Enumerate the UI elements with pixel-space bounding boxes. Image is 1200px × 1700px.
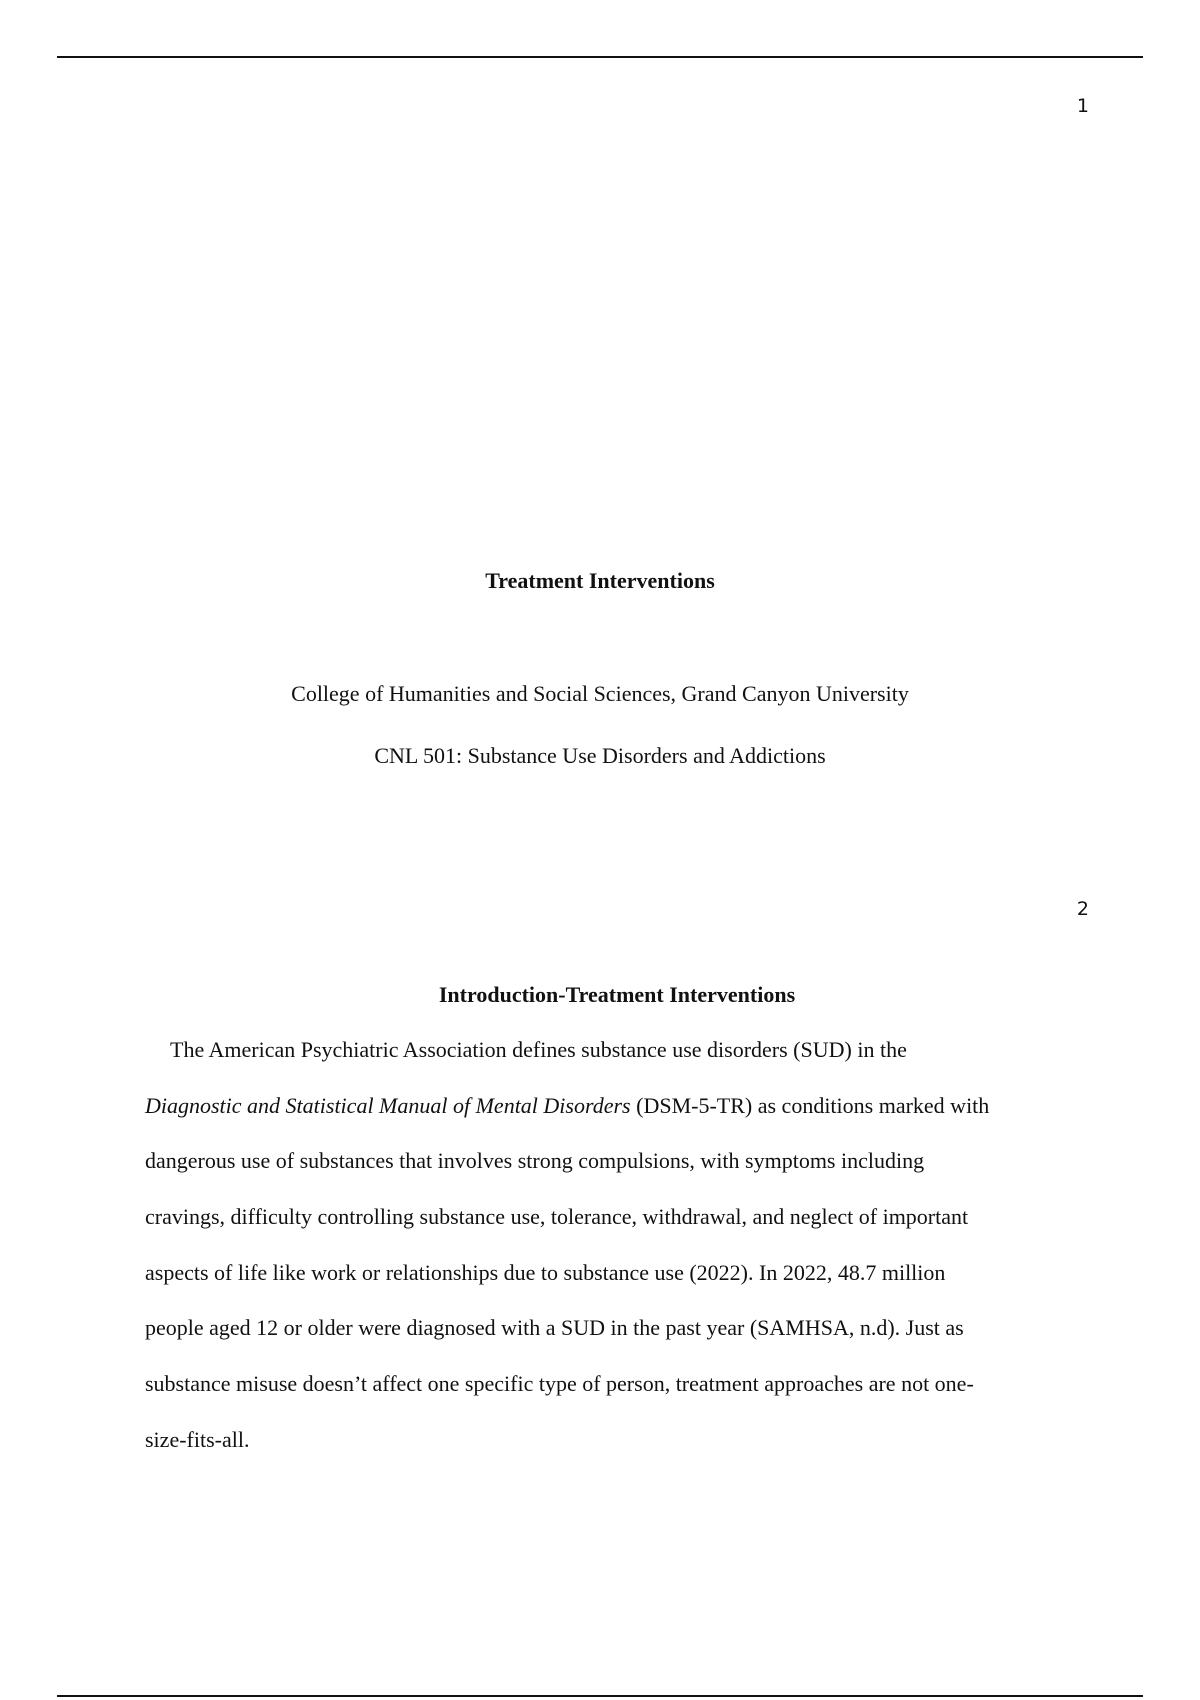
paper-title: Treatment Interventions xyxy=(485,568,715,593)
paragraph-line-3: dangerous use of substances that involves strong compulsions, with symptoms including xyxy=(145,1148,925,1173)
paragraph-line-8: size-fits-all. xyxy=(145,1427,250,1452)
institution-affiliation: College of Humanities and Social Sciences, Grand Canyon University xyxy=(291,681,909,706)
paragraph-line-7: substance misuse doesn’t affect one specific type of person, treatment approaches are not one- xyxy=(145,1371,974,1396)
paragraph-line-2 xyxy=(145,1093,989,1119)
paragraph-line-2-rest: (DSM-5-TR) as conditions marked with xyxy=(630,1093,990,1118)
paragraph-line-6: people aged 12 or older were diagnosed with a SUD in the past year (SAMHSA, n.d). Just as xyxy=(145,1315,964,1340)
top-page-divider xyxy=(57,56,1143,58)
bottom-page-divider xyxy=(57,1695,1143,1697)
page-number-1: 1 xyxy=(1076,95,1089,117)
paragraph-line-5: aspects of life like work or relationships due to substance use (2022). In 2022, 48.7 million xyxy=(145,1260,946,1285)
manual-title-italic: Diagnostic and Statistical Manual of Mental Disorders xyxy=(145,1093,631,1118)
section-heading-introduction: Introduction-Treatment Interventions xyxy=(438,982,796,1007)
course-name: CNL 501: Substance Use Disorders and Addictions xyxy=(374,743,826,768)
paragraph-line-4: cravings, difficulty controlling substance use, tolerance, withdrawal, and neglect of important xyxy=(145,1204,969,1229)
paragraph-line-1: The American Psychiatric Association defines substance use disorders (SUD) in the xyxy=(170,1037,907,1062)
page-number-2: 2 xyxy=(1076,898,1089,920)
